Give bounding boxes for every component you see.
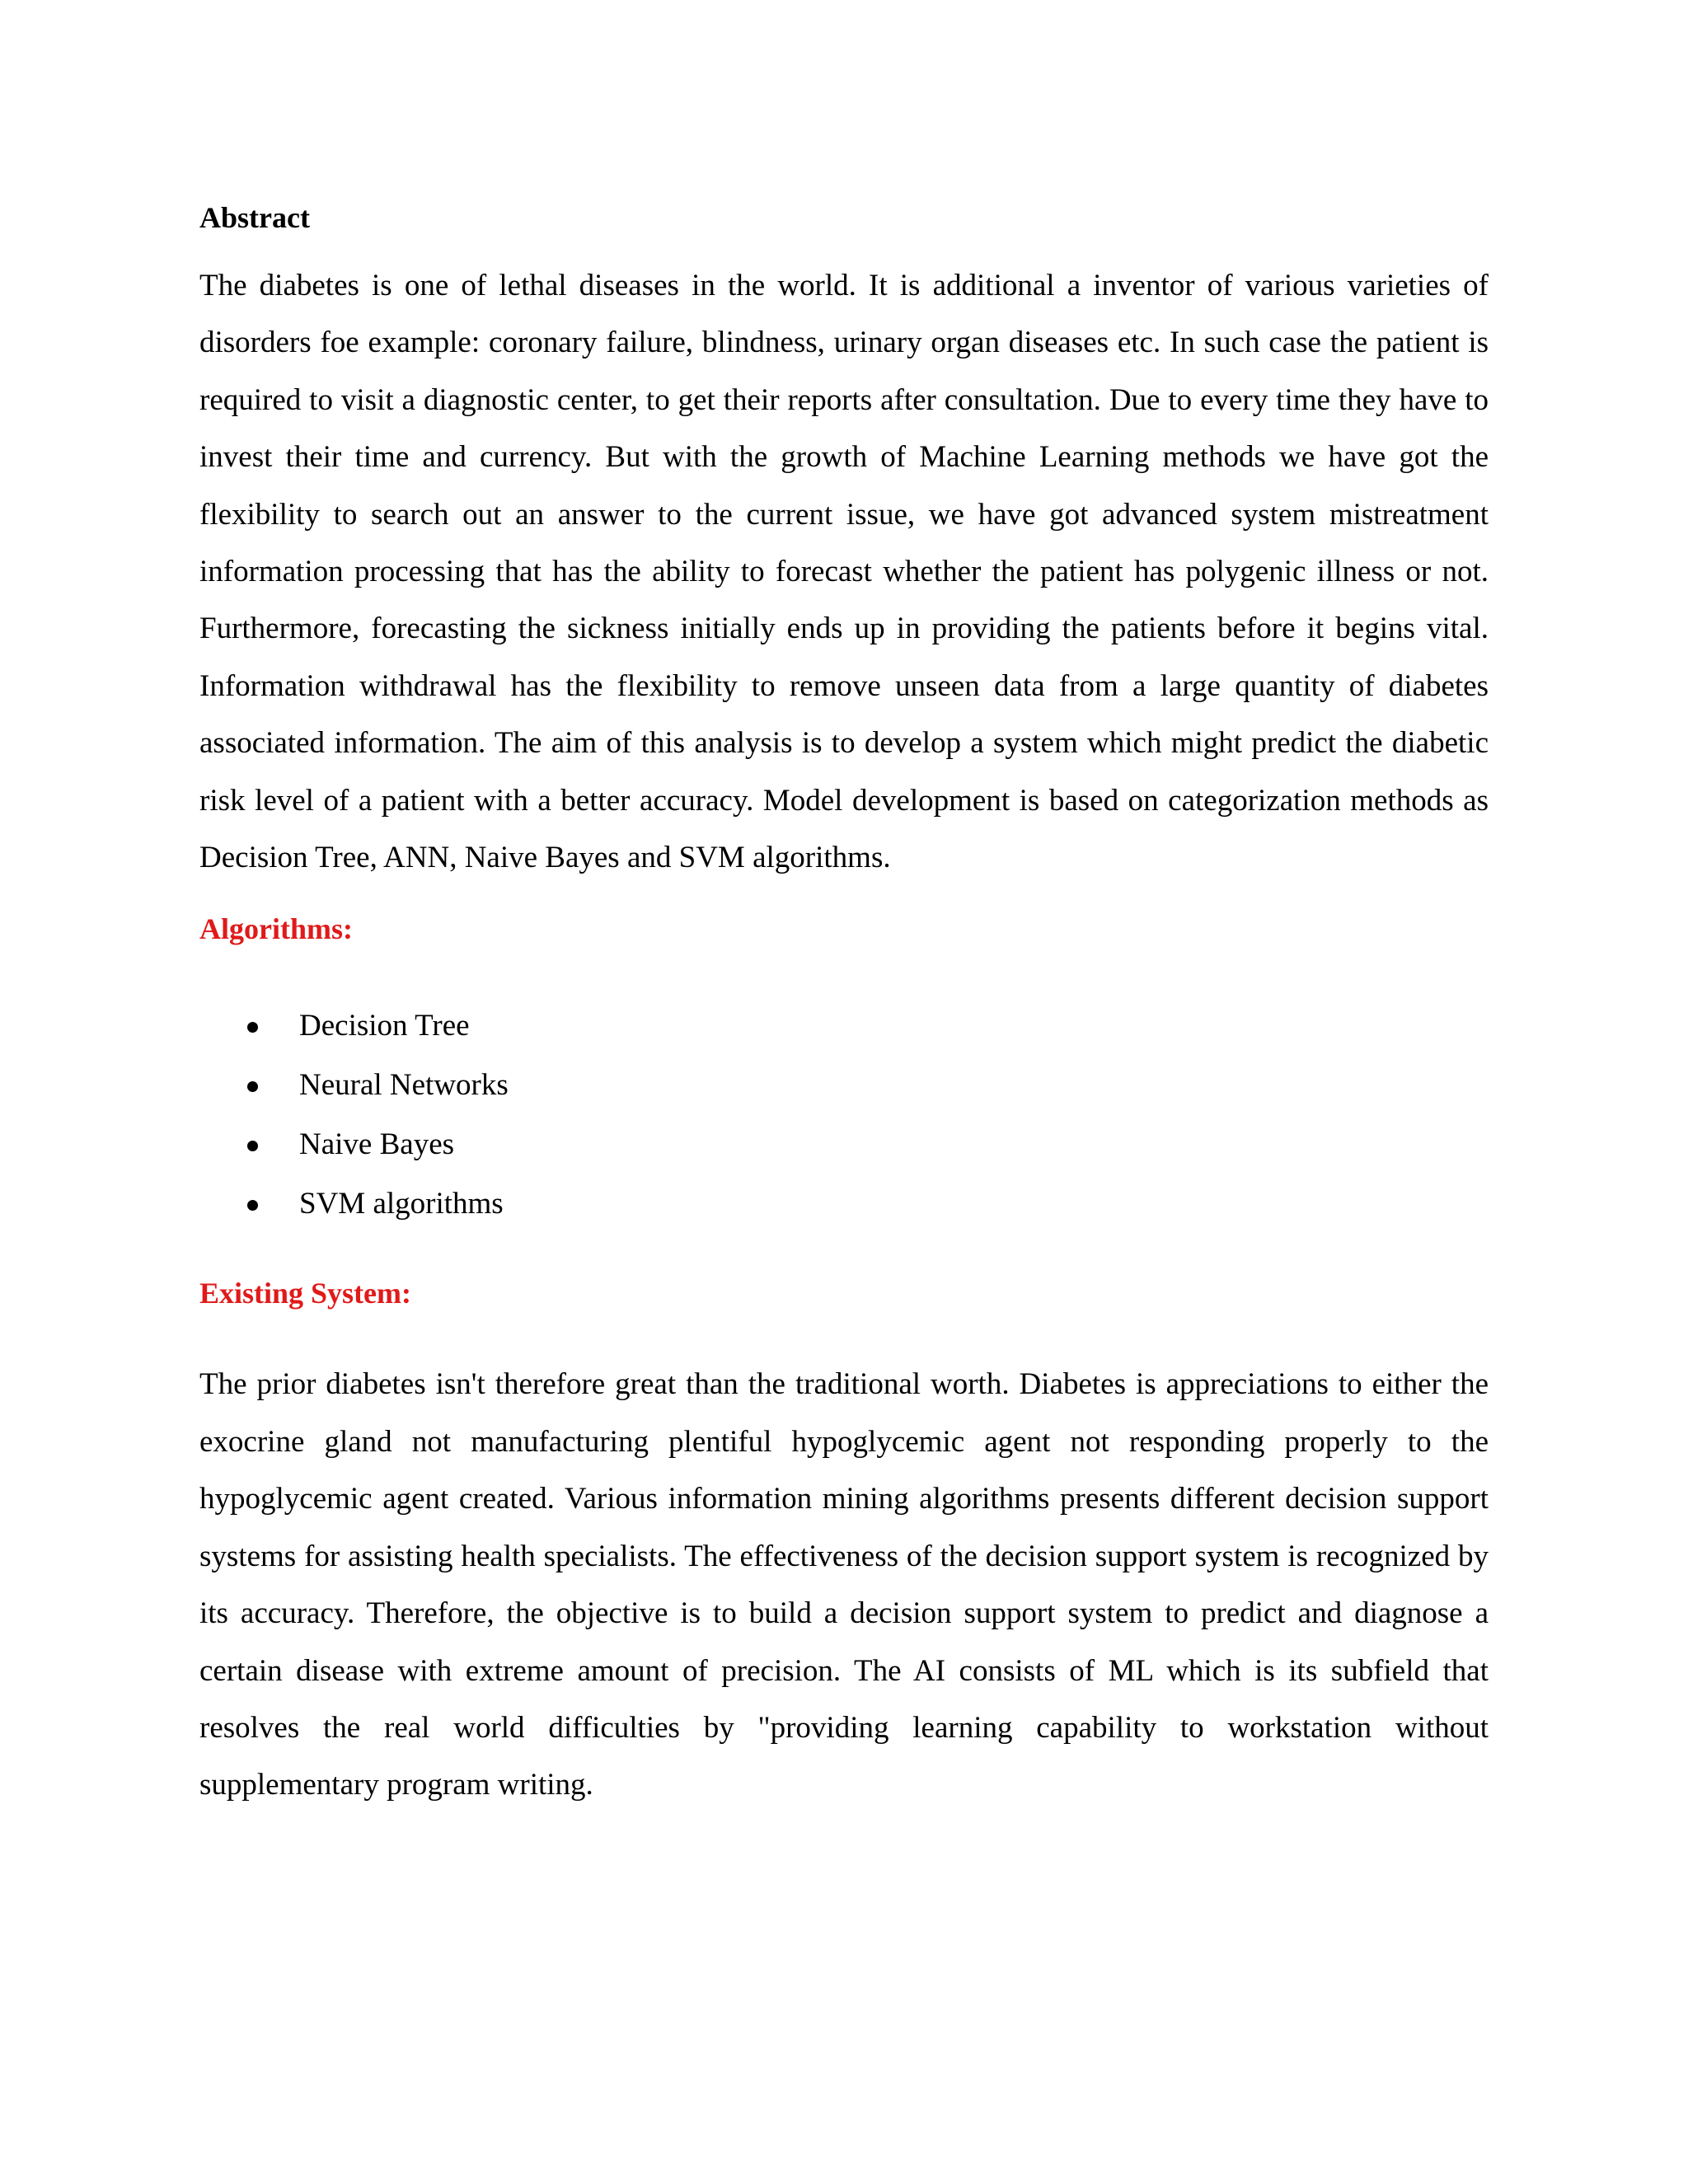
bullet-icon — [247, 1022, 258, 1033]
bullet-icon — [247, 1200, 258, 1211]
bullet-icon — [247, 1081, 258, 1092]
algorithms-heading: Algorithms: — [199, 912, 353, 946]
list-item-label: Naive Bayes — [299, 1127, 455, 1162]
algorithms-list — [199, 996, 1489, 1234]
abstract-heading: Abstract — [199, 201, 310, 234]
list-item — [199, 1174, 1489, 1234]
list-item — [199, 996, 1489, 1056]
list-item — [199, 1115, 1489, 1174]
existing-system-paragraph: The prior diabetes isn't therefore great than the traditional worth. Diabetes is appreciations to either the exocrine gland not manufacturing plentiful hypoglycemic agent not responding properly to the hypoglycemic agent created. Various information mining algorithms presents different decision support systems for assisting health specialists. The effectiveness of the decision support system is recognized by its accuracy. Therefore, the objective is to build a decision support system to predict and diagnose a certain disease with extreme amount of precision. The AI consists of ML which is its subfield that resolves the real world difficulties by "providing learning capability to workstation without supplementary program writing. — [199, 1367, 1489, 1802]
document-content — [199, 196, 1489, 1814]
bullet-icon — [247, 1141, 258, 1151]
list-item — [199, 1056, 1489, 1115]
list-item-label: SVM algorithms — [299, 1187, 504, 1221]
list-item-label: Neural Networks — [299, 1068, 509, 1103]
abstract-paragraph: The diabetes is one of lethal diseases in the world. It is additional a inventor of various varieties of disorders foe example: coronary failure, blindness, urinary organ diseases etc. In such case the patient is required to visit a diagnostic center, to get their reports after consultation. Due to every time they have to invest their time and currency. But with the growth of Machine Learning methods we have got the flexibility to search out an answer to the current issue, we have got advanced system mistreatment information processing that has the ability to forecast whether the patient has polygenic illness or not. Furthermore, forecasting the sickness initially ends up in providing the patients before it begins vital. Information withdrawal has the flexibility to remove unseen data from a large quantity of diabetes associated information. The aim of this analysis is to develop a system which might predict the diabetic risk level of a patient with a better accuracy. Model development is based on categorization methods as Decision Tree, ANN, Naive Bayes and SVM algorithms. — [199, 269, 1489, 875]
existing-system-heading: Existing System: — [199, 1277, 412, 1310]
list-item-label: Decision Tree — [299, 1009, 470, 1043]
